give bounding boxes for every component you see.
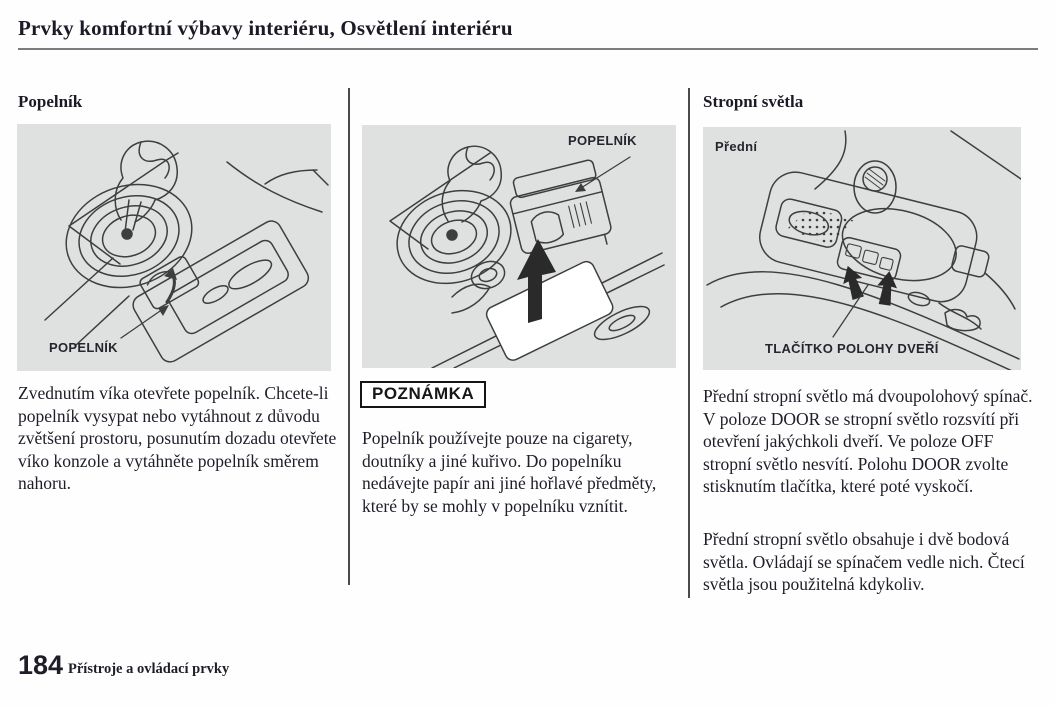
- ceiling-light-front-label: Přední: [715, 139, 758, 154]
- door-position-button-label: TLAČÍTKO POLOHY DVEŘÍ: [765, 341, 939, 356]
- column-divider-left: [348, 88, 350, 585]
- left-column-heading: Popelník: [18, 92, 83, 111]
- ashtray-removal-figure-label: POPELNÍK: [568, 133, 637, 148]
- ashtray-removal-illustration: [362, 125, 676, 368]
- right-body-paragraph-1: Přední stropní světlo má dvoupolohový spínač. V poloze DOOR se stropní světlo rozsvítí při otevření jakýchkoli dveří. Ve poloze OFF stropní světlo nesvítí. Polohu DOOR zvolte stisknutím tlačítka, které poté vyskočí.: [703, 386, 1033, 496]
- right-body-paragraph-2: Přední stropní světlo obsahuje i dvě bodová světla. Ovládají se spínačem vedle nich. Čtecí světla jsou použitelná kdykoliv.: [703, 529, 1025, 594]
- ashtray-closed-figure: [17, 124, 331, 371]
- left-body-paragraph: Zvednutím víka otevřete popelník. Chcete-li popelník vysypat nebo vytáhnout z důvodu zvětšení prostoru, posunutím dozadu otevřete víko konzole a vytáhněte popelník směrem nahoru.: [18, 383, 337, 493]
- title-rule: [18, 48, 1038, 50]
- page-title: Prvky komfortní výbavy interiéru, Osvětlení interiéru: [18, 16, 513, 40]
- middle-body-paragraph: Popelník používejte pouze na cigarety, doutníky a jiné kuřivo. Do popelníku nedávejte papír ani jiné hořlavé předměty, které by se mohly v popelníku vznítit.: [362, 428, 657, 516]
- ceiling-light-illustration: [703, 127, 1021, 370]
- page-number: 184: [18, 650, 64, 680]
- ashtray-removal-figure: [362, 125, 676, 368]
- ashtray-figure-label: POPELNÍK: [49, 340, 118, 355]
- note-badge: POZNÁMKA: [360, 381, 486, 408]
- footer-section-title: Přístroje a ovládací prvky: [68, 661, 230, 677]
- ceiling-light-figure: [703, 127, 1021, 370]
- column-divider-right: [688, 88, 690, 598]
- ashtray-closed-illustration: [17, 124, 331, 371]
- right-column-heading: Stropní světla: [703, 92, 804, 111]
